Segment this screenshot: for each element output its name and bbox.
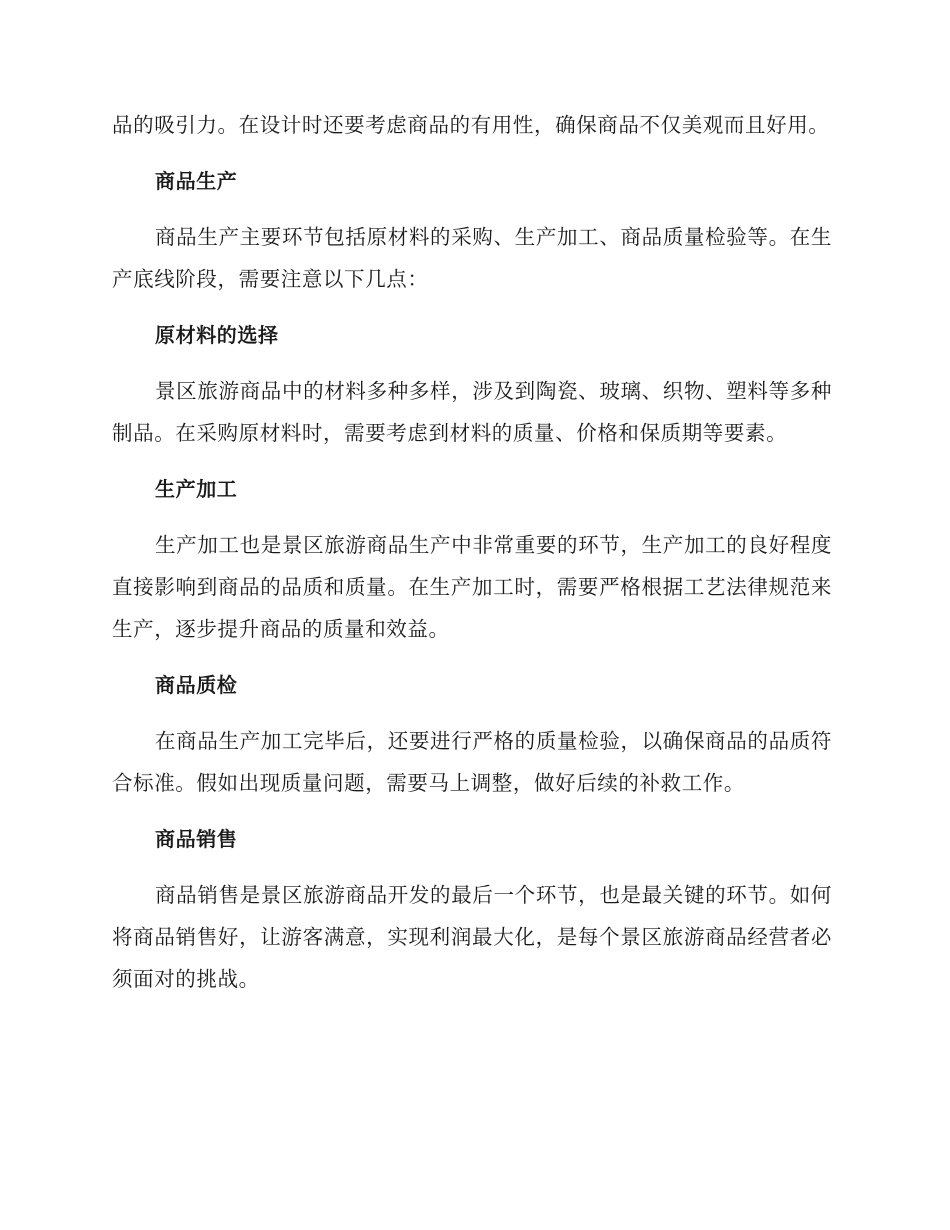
document-page — [112, 104, 832, 1014]
paragraph-materials: 景区旅游商品中的材料多种多样，涉及到陶瓷、玻璃、织物、塑料等多种制品。在采购原材料时，需要考虑到材料的质量、价格和保质期等要素。 — [112, 379, 832, 445]
section-heading-production: 商品生产 — [155, 169, 238, 193]
paragraph-processing: 生产加工也是景区旅游商品生产中非常重要的环节，生产加工的良好程度直接影响到商品的品质和质量。在生产加工时，需要严格根据工艺法律规范来生产，逐步提升商品的质量和效益。 — [112, 533, 832, 641]
paragraph-sales: 商品销售是景区旅游商品开发的最后一个环节，也是最关键的环节。如何将商品销售好，让游客满意，实现利润最大化，是每个景区旅游商品经营者必须面对的挑战。 — [112, 883, 832, 991]
paragraph-production: 商品生产主要环节包括原材料的采购、生产加工、商品质量检验等。在生产底线阶段，需要注意以下几点： — [112, 225, 832, 291]
section-heading-materials: 原材料的选择 — [155, 323, 279, 347]
paragraph-continuation: 品的吸引力。在设计时还要考虑商品的有用性，确保商品不仅美观而且好用。 — [112, 113, 830, 137]
section-heading-sales: 商品销售 — [155, 827, 238, 851]
section-heading-processing: 生产加工 — [155, 477, 238, 501]
section-heading-quality-check: 商品质检 — [155, 673, 238, 697]
paragraph-quality-check: 在商品生产加工完毕后，还要进行严格的质量检验，以确保商品的品质符合标准。假如出现质量问题，需要马上调整，做好后续的补救工作。 — [112, 729, 832, 795]
